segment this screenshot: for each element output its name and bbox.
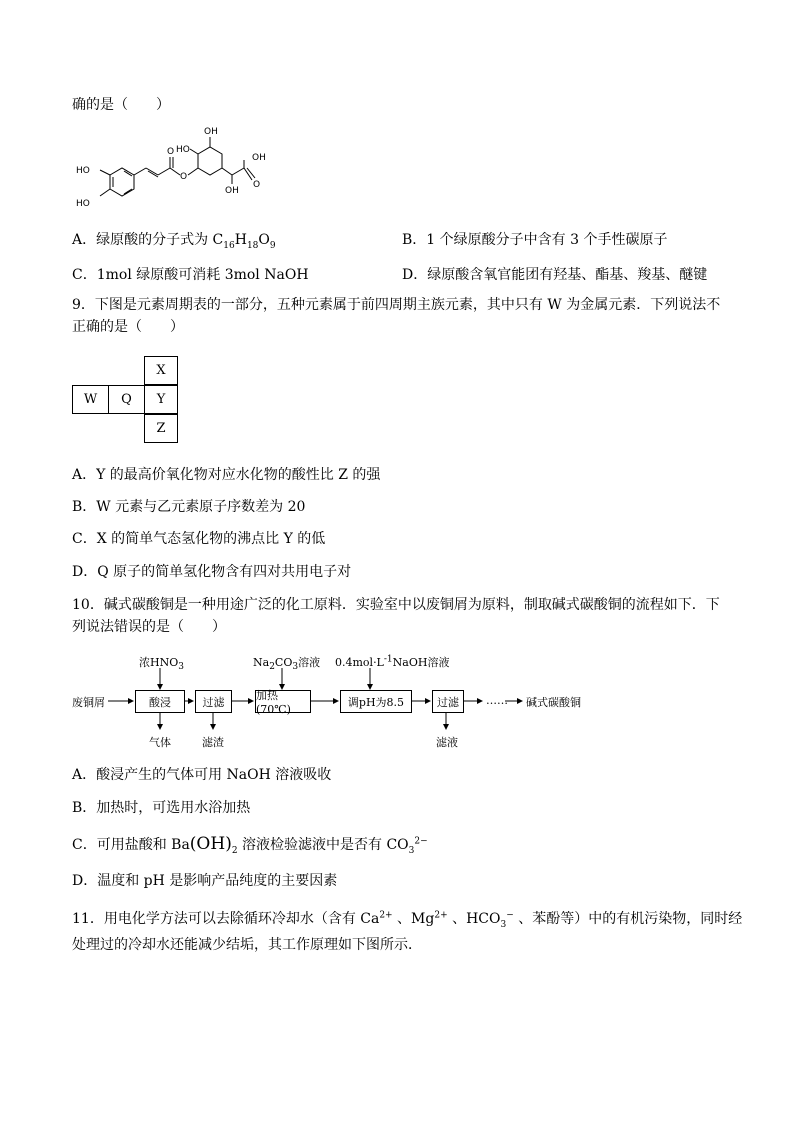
flow-reagent2: $Na_2CO_3$溶液: [253, 656, 321, 673]
element-z: Z: [144, 414, 178, 443]
flow-end-product: 碱式碳酸铜: [526, 696, 581, 709]
q9-option-b: B．W 元素与乙元素原子序数差为 20: [72, 499, 306, 515]
q10-option-b: B．加热时，可选用水浴加热: [72, 800, 251, 816]
q10-option-d: D．温度和 pH 是影响产品纯度的主要因素: [72, 873, 338, 889]
q11-stem-line2: 处理过的冷却水还能减少结垢，其工作原理如下图所示．: [72, 937, 422, 953]
q10-stem-line2: 列说法错误的是（ ）: [72, 619, 226, 635]
flow-step-adjust-ph: 调pH为8.5: [340, 690, 412, 713]
label-ho-ring: HO: [176, 145, 190, 155]
element-q: Q: [108, 385, 145, 414]
q10-option-a: A．酸浸产生的气体可用 NaOH 溶液吸收: [72, 767, 332, 783]
flow-step-acid-leach: 酸浸: [135, 690, 185, 713]
element-y: Y: [144, 385, 178, 414]
q10-stem-line1: 10．碱式碳酸铜是一种用途广泛的化工原料．实验室中以废铜屑为原料，制取碱式碳酸铜的流程如下．下: [72, 597, 720, 613]
label-ho-aromatic-lower: HO: [76, 199, 90, 209]
q8-option-b: B．1 个绿原酸分子中含有 3 个手性碳原子: [402, 232, 668, 248]
q9-option-d: D．Q 原子的简单氢化物含有四对共用电子对: [72, 564, 352, 580]
flow-step-heat: 加热(70℃): [255, 690, 311, 713]
flow-start: 废铜屑: [72, 696, 105, 709]
q9-option-c: C．X 的简单气态氢化物的沸点比 Y 的低: [72, 531, 326, 547]
flow-out-gas: 气体: [149, 736, 171, 749]
label-oh-ring: OH: [225, 186, 239, 196]
q9-stem-line2: 正确的是（ ）: [72, 319, 184, 335]
q8-option-c: C．1mol 绿原酸可消耗 3mol NaOH: [72, 267, 309, 283]
q8-stem-tail: 确的是（ ）: [72, 97, 170, 113]
element-w: W: [72, 385, 109, 414]
element-x: X: [144, 356, 178, 385]
label-o-acid: O: [253, 180, 261, 190]
q10-option-c: C．可用盐酸和 $Ba(OH)_2$ 溶液检验滤液中是否有 $CO_3^{2-}$: [72, 834, 428, 856]
q8-option-d: D．绿原酸含氧官能团有羟基、酯基、羧基、醚键: [402, 267, 708, 283]
flow-step-filter2: 过滤: [432, 690, 464, 713]
label-ho-aromatic-upper: HO: [76, 166, 90, 176]
label-oh-acid: OH: [252, 153, 266, 163]
label-o-carbonyl: O: [167, 147, 175, 157]
q9-option-a: A．Y 的最高价氧化物对应水化物的酸性比 Z 的强: [72, 467, 381, 483]
flow-reagent3: $0.4mol\cdot L^{-1}NaOH$溶液: [335, 654, 450, 669]
flow-reagent1: 浓$HNO_3$: [139, 656, 184, 673]
flow-dots: ……: [486, 694, 508, 707]
q9-stem-line1: 9．下图是元素周期表的一部分，五种元素属于前四周期主族元素，其中只有 W 为金属元素．下列说法不: [72, 297, 721, 313]
q8-option-a: A．绿原酸的分子式为 $C_{16}H_{18}O_9$: [72, 232, 276, 251]
flow-step-filter1: 过滤: [195, 690, 232, 713]
flow-out-residue: 滤渣: [202, 736, 224, 749]
flow-out-filtrate: 滤液: [436, 736, 458, 749]
label-oh-top: OH: [204, 127, 218, 137]
label-o-ester: O: [180, 172, 188, 182]
q11-stem-line1: 11．用电化学方法可以去除循环冷却水（含有 $Ca^{2+}$ 、$Mg^{2+}$ 、$HCO_3^-$ 、苯酚等）中的有机污染物，同时经: [72, 910, 743, 930]
